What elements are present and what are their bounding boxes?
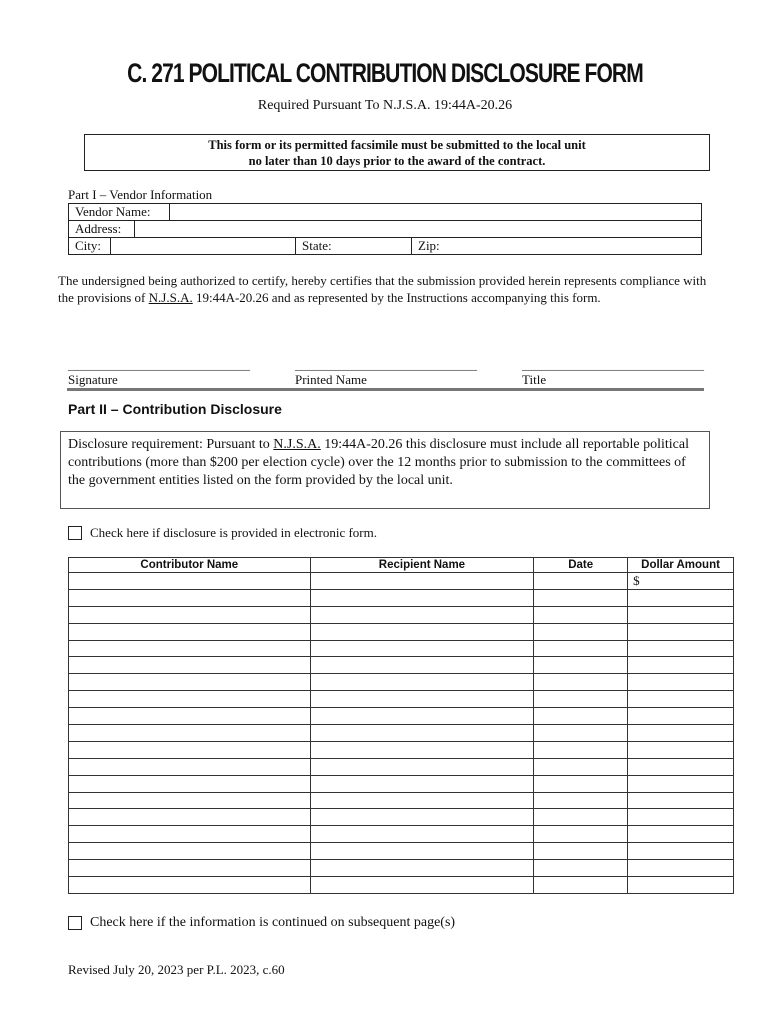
city-label: City: [75, 238, 102, 253]
date-cell[interactable] [534, 589, 628, 606]
table-row [69, 860, 734, 877]
contribution-rows [69, 573, 734, 894]
dollar-amount-cell[interactable] [628, 758, 734, 775]
table-row [69, 623, 734, 640]
address-row [69, 221, 701, 238]
printed-name-line[interactable]: ____________________________ [295, 357, 477, 372]
address-label: Address: [75, 221, 122, 236]
contributor-name-cell[interactable] [69, 691, 311, 708]
recipient-name-cell[interactable] [310, 606, 534, 623]
contributor-name-cell[interactable] [69, 826, 311, 843]
date-cell[interactable] [534, 657, 628, 674]
certification-part-2: 19:44A-20.26 and as represented by the Instructions accompanying this form. [192, 290, 601, 305]
dollar-amount-cell[interactable] [628, 708, 734, 725]
date-cell[interactable] [534, 573, 628, 590]
dollar-amount-header: Dollar Amount [628, 558, 734, 573]
table-row [69, 809, 734, 826]
recipient-name-cell[interactable] [310, 725, 534, 742]
date-cell[interactable] [534, 640, 628, 657]
table-row [69, 606, 734, 623]
date-cell[interactable] [534, 877, 628, 894]
table-row [69, 792, 734, 809]
certification-text [58, 272, 718, 306]
state-cell[interactable] [295, 238, 411, 255]
dollar-amount-cell[interactable] [628, 657, 734, 674]
recipient-name-cell[interactable] [310, 826, 534, 843]
notice-line-2: no later than 10 days prior to the award of the contract. [248, 154, 546, 168]
table-row [69, 674, 734, 691]
table-row [69, 843, 734, 860]
dollar-amount-cell[interactable] [628, 775, 734, 792]
electronic-form-checkbox[interactable] [68, 526, 82, 540]
date-cell[interactable] [534, 843, 628, 860]
recipient-name-cell[interactable] [310, 741, 534, 758]
contributor-name-cell[interactable] [69, 640, 311, 657]
form-title: C. 271 POLITICAL CONTRIBUTION DISCLOSURE FORM [127, 58, 643, 88]
printed-name-label: Printed Name [295, 372, 367, 387]
vendor-name-row [69, 204, 701, 221]
dollar-amount-cell[interactable] [628, 741, 734, 758]
part1-heading: Part I – Vendor Information [68, 187, 213, 202]
contributor-name-header: Contributor Name [69, 558, 311, 573]
date-cell[interactable] [534, 606, 628, 623]
recipient-name-cell[interactable] [310, 775, 534, 792]
date-cell[interactable] [534, 708, 628, 725]
dollar-amount-cell[interactable] [628, 843, 734, 860]
dollar-amount-cell[interactable] [628, 877, 734, 894]
contributor-name-cell[interactable] [69, 573, 311, 590]
dollar-amount-cell[interactable] [628, 792, 734, 809]
dollar-amount-cell[interactable] [628, 691, 734, 708]
continued-pages-checkbox[interactable] [68, 916, 82, 930]
table-header-row [69, 558, 734, 573]
recipient-name-cell[interactable] [310, 708, 534, 725]
recipient-name-cell[interactable] [310, 792, 534, 809]
recipient-name-cell[interactable] [310, 860, 534, 877]
recipient-name-cell[interactable] [310, 657, 534, 674]
contributor-name-cell[interactable] [69, 843, 311, 860]
table-row [69, 758, 734, 775]
notice-line-1: This form or its permitted facsimile must be submitted to the local unit [208, 138, 586, 152]
contributor-name-cell[interactable] [69, 606, 311, 623]
recipient-name-cell[interactable] [310, 691, 534, 708]
certification-statute: N.J.S.A. [148, 290, 193, 305]
table-row [69, 657, 734, 674]
table-row [69, 826, 734, 843]
date-cell[interactable] [534, 792, 628, 809]
title-line[interactable]: ____________________________ [522, 357, 704, 372]
recipient-name-cell[interactable] [310, 674, 534, 691]
city-field[interactable] [110, 238, 295, 255]
dollar-amount-cell[interactable] [628, 725, 734, 742]
dollar-amount-cell[interactable] [628, 589, 734, 606]
address-field[interactable] [134, 221, 702, 238]
contributor-name-cell[interactable] [69, 657, 311, 674]
contributor-name-cell[interactable] [69, 725, 311, 742]
disclosure-text-part-1: Disclosure requirement: Pursuant to [68, 437, 274, 452]
contribution-table [68, 557, 734, 894]
date-cell[interactable] [534, 809, 628, 826]
table-row [69, 708, 734, 725]
contributor-name-cell[interactable] [69, 623, 311, 640]
dollar-amount-cell[interactable] [628, 860, 734, 877]
signature-line[interactable]: ____________________________ [68, 357, 250, 372]
date-cell[interactable] [534, 691, 628, 708]
contributor-name-cell[interactable] [69, 775, 311, 792]
date-cell[interactable] [534, 758, 628, 775]
table-row [69, 725, 734, 742]
table-row [69, 573, 734, 590]
form-subtitle: Required Pursuant To N.J.S.A. 19:44A-20.26 [257, 98, 513, 113]
contributor-name-cell[interactable] [69, 792, 311, 809]
dollar-amount-cell[interactable] [628, 809, 734, 826]
disclosure-statute: N.J.S.A. [273, 437, 321, 452]
contributor-name-cell[interactable] [69, 809, 311, 826]
state-label: State: [302, 238, 332, 253]
recipient-name-header: Recipient Name [310, 558, 534, 573]
certification-part-1: The undersigned being authorized to certify, hereby certifies that the submission provided herein represents compliance with the provisions of [58, 273, 707, 305]
recipient-name-cell[interactable] [310, 809, 534, 826]
date-header: Date [534, 558, 628, 573]
date-cell[interactable] [534, 725, 628, 742]
date-cell[interactable] [534, 623, 628, 640]
contributor-name-cell[interactable] [69, 877, 311, 894]
table-row [69, 589, 734, 606]
contributor-name-cell[interactable] [69, 589, 311, 606]
disclosure-requirement-box [60, 431, 710, 509]
dollar-amount-cell[interactable] [628, 640, 734, 657]
recipient-name-cell[interactable] [310, 877, 534, 894]
date-cell[interactable] [534, 741, 628, 758]
vendor-name-label: Vendor Name: [75, 204, 151, 219]
dollar-amount-cell[interactable] [628, 826, 734, 843]
revision-note: Revised July 20, 2023 per P.L. 2023, c.60 [68, 962, 285, 977]
date-cell[interactable] [534, 860, 628, 877]
dollar-amount-cell[interactable] [628, 606, 734, 623]
title-label: Title [522, 372, 547, 387]
section-divider [67, 388, 704, 391]
continued-pages-label: Check here if the information is continued on subsequent page(s) [90, 915, 456, 930]
recipient-name-cell[interactable] [310, 589, 534, 606]
contributor-name-cell[interactable] [69, 758, 311, 775]
date-cell[interactable] [534, 775, 628, 792]
contributor-name-cell[interactable] [69, 860, 311, 877]
table-row [69, 741, 734, 758]
contributor-name-cell[interactable] [69, 741, 311, 758]
recipient-name-cell[interactable] [310, 843, 534, 860]
signature-label: Signature [68, 372, 118, 387]
date-cell[interactable] [534, 826, 628, 843]
dollar-amount-cell[interactable] [628, 623, 734, 640]
city-state-zip-row [69, 238, 701, 255]
part2-heading: Part II – Contribution Disclosure [68, 401, 282, 417]
table-row [69, 640, 734, 657]
vendor-info-box [68, 203, 702, 255]
table-row [69, 877, 734, 894]
zip-cell[interactable] [411, 238, 702, 255]
dollar-amount-cell[interactable] [628, 674, 734, 691]
table-row [69, 775, 734, 792]
electronic-form-label: Check here if disclosure is provided in electronic form. [90, 525, 377, 540]
dollar-amount-cell[interactable]: $ [628, 573, 734, 590]
submission-notice [84, 134, 710, 171]
date-cell[interactable] [534, 674, 628, 691]
contributor-name-cell[interactable] [69, 674, 311, 691]
recipient-name-cell[interactable] [310, 640, 534, 657]
table-row [69, 691, 734, 708]
contributor-name-cell[interactable] [69, 708, 311, 725]
vendor-name-field[interactable] [169, 204, 702, 221]
disclosure-text-part-2: 19:44A-20.26 this disclosure must include all reportable political contributions (more than $200 per election cycle) over the 12 months prior to submission to the committees of the government entities listed on the form provided by the local unit. [68, 437, 689, 488]
zip-label: Zip: [418, 238, 440, 253]
recipient-name-cell[interactable] [310, 623, 534, 640]
recipient-name-cell[interactable] [310, 758, 534, 775]
recipient-name-cell[interactable] [310, 573, 534, 590]
